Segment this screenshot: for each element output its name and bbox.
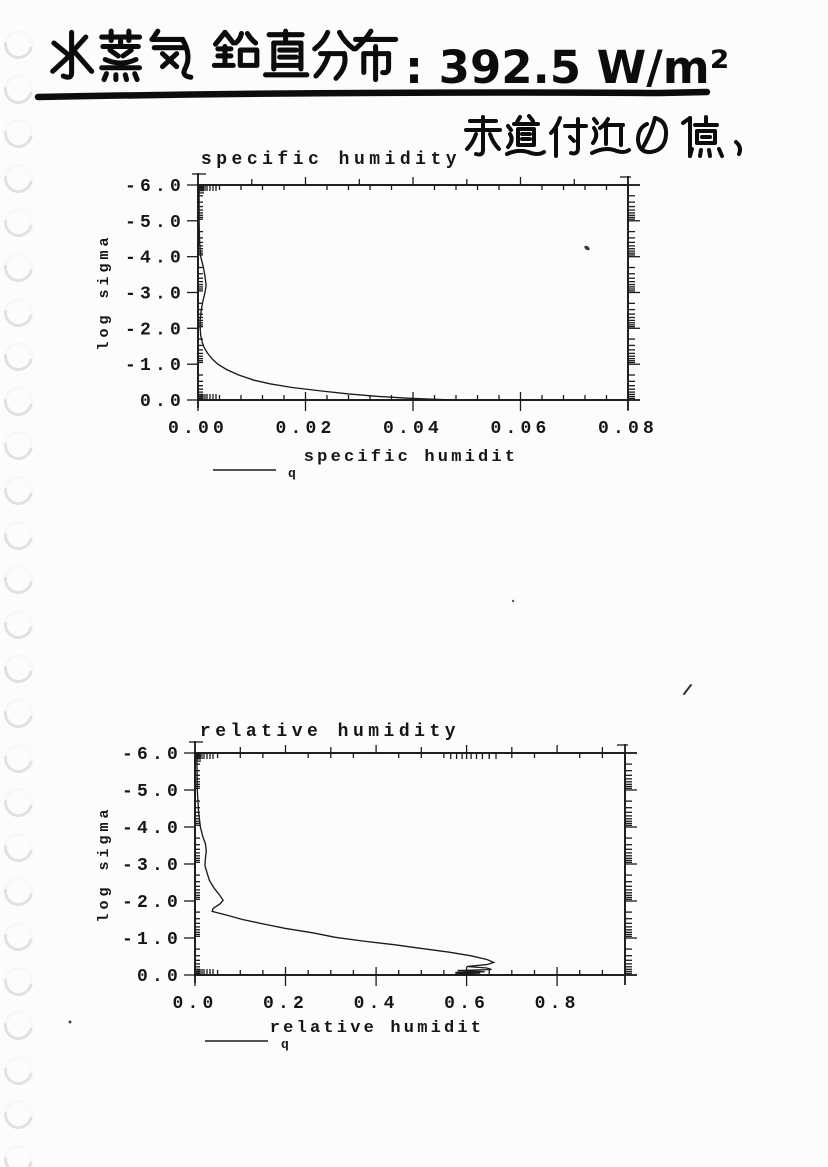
y-tick-label: -1.0 [121, 930, 182, 950]
handwritten-title-kanji [53, 31, 396, 79]
q-curve-relative-humidity [197, 753, 494, 975]
y-tick-label: -5.0 [121, 782, 182, 802]
handwritten-underline [38, 92, 707, 97]
y-tick-label: -3.0 [124, 284, 185, 305]
x-tick-label: 0.00 [167, 419, 229, 439]
x-tick-label: 0.02 [275, 419, 336, 439]
handwritten-title-value: : 392.5 W/m² [405, 41, 730, 94]
handwritten-glyph [53, 32, 92, 77]
chart1-x-axis-label: specific humidit [303, 448, 519, 467]
specific-humidity-chart [96, 150, 658, 481]
plot-frame [195, 753, 625, 975]
chart1-axes-and-ticks [125, 173, 658, 439]
y-tick-label: -2.0 [121, 893, 182, 913]
handwritten-glyph [102, 31, 140, 79]
handwritten-glyph [551, 118, 586, 156]
y-tick-label: -5.0 [124, 212, 185, 233]
x-tick-label: 0.0 [172, 994, 218, 1014]
x-tick-label: 0.6 [444, 994, 490, 1014]
handwritten-glyph [507, 116, 544, 154]
chart1-legend-label: q [288, 466, 297, 481]
handwritten-glyph [736, 142, 740, 154]
y-tick-label: -4.0 [121, 819, 182, 839]
handwritten-glyph [356, 31, 396, 79]
handwritten-glyph [214, 32, 256, 65]
handwritten-note [466, 116, 740, 156]
relative-humidity-chart [96, 722, 637, 1052]
handwritten-glyph [466, 117, 500, 155]
chart1-y-axis-label: log sigma [96, 233, 113, 351]
plot-frame [198, 185, 628, 400]
x-tick-label: 0.08 [597, 419, 659, 439]
handwritten-glyph [683, 118, 690, 156]
y-tick-label: 0.0 [136, 967, 182, 987]
handwritten-glyph [638, 118, 666, 152]
chart2-axes-and-ticks [122, 741, 637, 1014]
handwritten-glyph [592, 119, 629, 153]
y-tick-label: -6.0 [124, 177, 185, 197]
y-tick-label: 0.0 [139, 392, 185, 412]
y-tick-label: -6.0 [121, 745, 182, 765]
x-tick-label: 0.06 [490, 419, 551, 439]
q-curve-specific-humidity [199, 185, 456, 400]
chart2-legend-label: q [281, 1037, 290, 1052]
y-tick-label: -2.0 [124, 320, 185, 341]
chart1-title: specific humidity [200, 150, 462, 170]
x-tick-label: 0.2 [262, 994, 309, 1014]
chart2-y-axis-label: log sigma [96, 805, 113, 923]
handwritten-glyph [315, 32, 354, 78]
y-tick-label: -1.0 [124, 356, 185, 377]
handwritten-glyph [152, 31, 191, 77]
y-tick-label: -3.0 [121, 856, 182, 876]
handwritten-glyph [690, 117, 722, 156]
chart2-x-axis-label: relative humidit [269, 1019, 485, 1038]
x-tick-label: 0.4 [353, 994, 399, 1014]
handwritten-glyph [266, 31, 307, 75]
y-tick-label: -4.0 [124, 248, 185, 269]
x-tick-label: 0.8 [534, 994, 580, 1014]
chart2-title: relative humidity [199, 722, 461, 742]
x-tick-label: 0.04 [382, 419, 444, 439]
